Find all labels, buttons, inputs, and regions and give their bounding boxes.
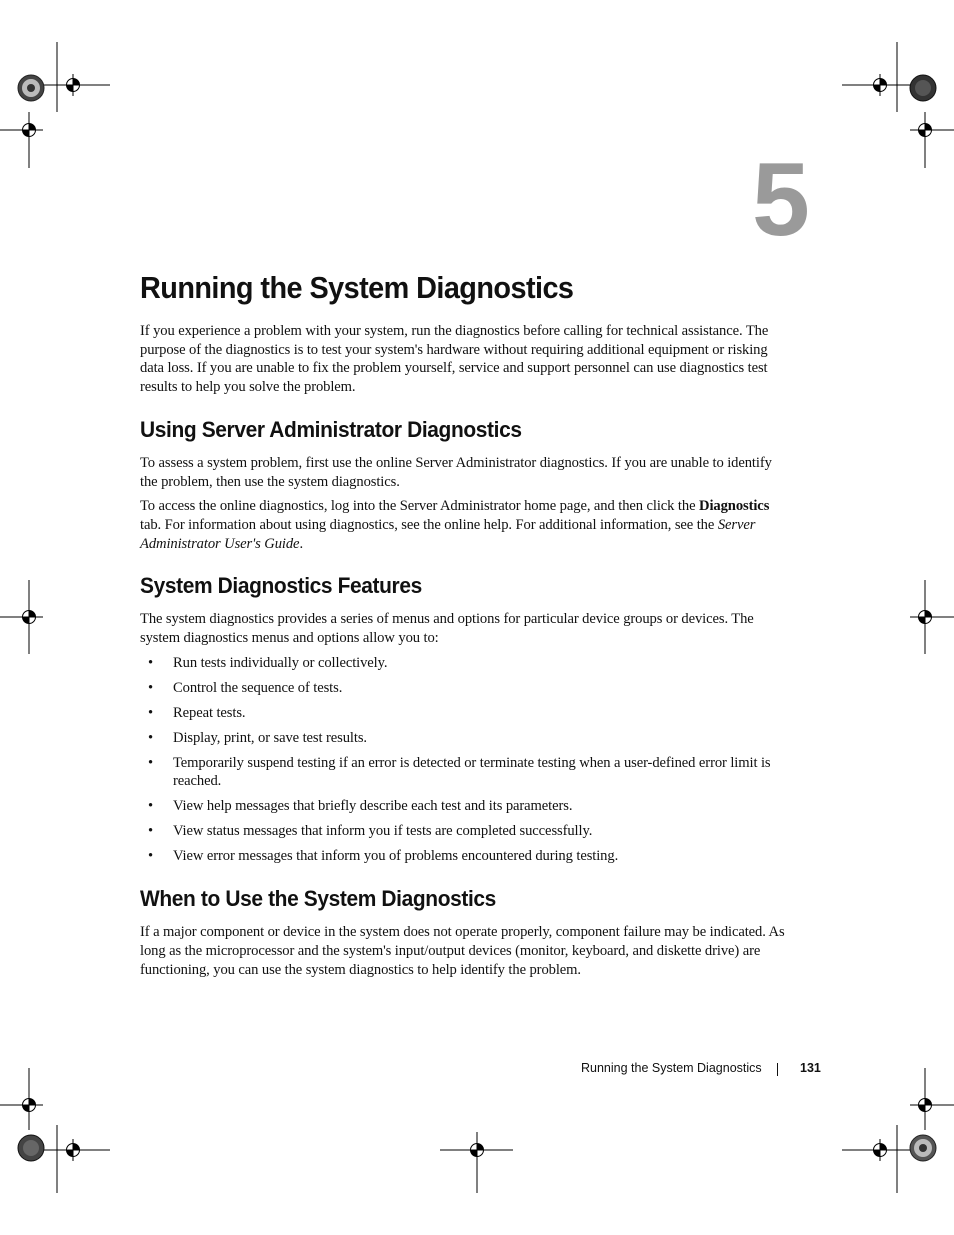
color-bar-icon [18, 1135, 44, 1161]
server-admin-paragraph-1: To assess a system problem, first use the online Server Administrator diagnostics. If you are unable to identify the problem, then use the system diagnostics. [140, 454, 772, 490]
registration-mark-icon [869, 74, 891, 96]
page-footer [581, 1061, 821, 1081]
chapter-number: 5 [752, 142, 810, 258]
page-title: Running the System Diagnostics [140, 270, 574, 305]
bullet-icon: • [148, 754, 154, 771]
registration-mark-icon [18, 119, 40, 141]
diagnostics-tab-name: Diagnostics [699, 498, 770, 515]
features-paragraph: The system diagnostics provides a series of menus and options for particular device groups or devices. The system diagnostics menus and options allow you to: [140, 611, 754, 647]
bullet-icon: • [148, 798, 154, 815]
registration-mark-icon [914, 606, 936, 628]
registration-mark-icon [914, 1094, 936, 1116]
list-item [140, 729, 785, 748]
color-bar-icon [18, 75, 44, 101]
list-item [140, 654, 785, 673]
registration-mark-icon [18, 1094, 40, 1116]
registration-mark-icon [62, 74, 84, 96]
registration-mark-icon [62, 1139, 84, 1161]
color-bar-icon [910, 1135, 936, 1161]
intro-paragraph: If you experience a problem with your system, run the diagnostics before calling for technical assistance. The purpose of the diagnostics is to test your system's hardware without requiring additional equipment or risking data loss. If you are unable to fix the problem yourself, service and support personnel can use diagnostics test results to help you solve the problem. [140, 323, 769, 396]
list-item [140, 847, 785, 866]
bullet-icon: • [148, 848, 154, 865]
bullet-icon: • [148, 679, 154, 696]
features-list [140, 654, 785, 866]
text-run: . [299, 535, 303, 552]
main-content [140, 268, 785, 985]
list-item-text: Run tests individually or collectively. [173, 654, 388, 671]
footer-divider [777, 1063, 778, 1076]
registration-mark-icon [466, 1139, 488, 1161]
list-item-text: View help messages that briefly describe each test and its parameters. [173, 798, 573, 815]
section-heading-features: System Diagnostics Features [140, 573, 422, 599]
section-heading-when-to-use: When to Use the System Diagnostics [140, 886, 496, 912]
color-bar-icon [910, 75, 936, 101]
list-item [140, 704, 785, 723]
list-item [140, 679, 785, 698]
text-run: To access the online diagnostics, log into the Server Administrator home page, and then click the [140, 498, 696, 515]
list-item [140, 754, 785, 791]
list-item [140, 797, 785, 816]
bullet-icon: • [148, 729, 154, 746]
registration-mark-icon [869, 1139, 891, 1161]
list-item-text: Repeat tests. [173, 704, 246, 721]
server-admin-paragraph-2 [140, 497, 785, 553]
section-heading-server-admin: Using Server Administrator Diagnostics [140, 416, 522, 442]
page-number: 131 [800, 1061, 821, 1075]
list-item-text: Temporarily suspend testing if an error is detected or terminate testing when a user-defined error limit is reached. [173, 754, 771, 790]
registration-mark-icon [18, 606, 40, 628]
list-item-text: View error messages that inform you of problems encountered during testing. [173, 848, 619, 865]
when-to-use-paragraph: If a major component or device in the system does not operate properly, component failure may be indicated. As long as the microprocessor and the system's input/output devices (monitor, keyboard, and diskette drive) are functioning, you can use the system diagnostics to help identify the problem. [140, 924, 785, 978]
list-item-text: Control the sequence of tests. [173, 679, 343, 696]
bullet-icon: • [148, 654, 154, 671]
list-item-text: View status messages that inform you if tests are completed successfully. [173, 823, 593, 840]
list-item [140, 822, 785, 841]
bullet-icon: • [148, 823, 154, 840]
guide-title: Server Administrator User's Guide [140, 516, 756, 552]
list-item-text: Display, print, or save test results. [173, 729, 367, 746]
registration-mark-icon [914, 119, 936, 141]
text-run: tab. For information about using diagnostics, see the online help. For additional information, see the [140, 516, 715, 533]
bullet-icon: • [148, 704, 154, 721]
footer-running-title: Running the System Diagnostics [581, 1061, 762, 1075]
